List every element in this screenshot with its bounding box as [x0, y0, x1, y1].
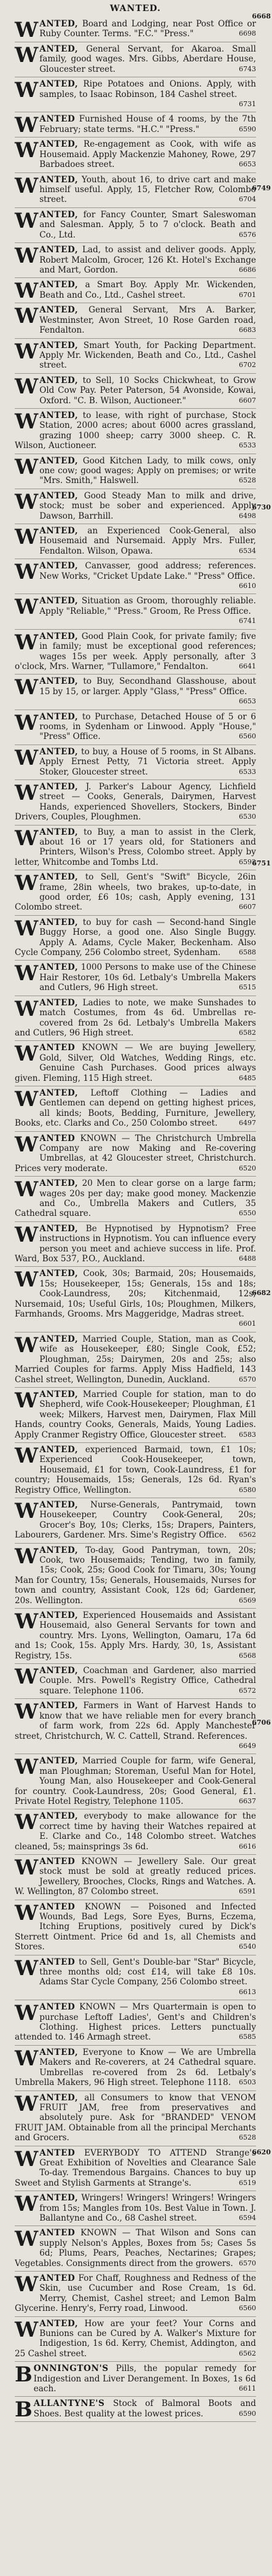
classified-ad [15, 1041, 256, 1086]
ad-lead-word: ANTED [39, 1043, 76, 1053]
drop-cap: W [15, 138, 39, 163]
ad-body-text: Ripe Potatoes and Onions. Apply, with samples, to Isaac Robinson, 184 Cashel street. [39, 79, 256, 99]
adjacent-column-number: 6620 [252, 2148, 271, 2156]
ad-reference-number: 6488 [239, 1255, 256, 1263]
classified-ad [15, 278, 256, 303]
drop-cap: W [15, 374, 39, 399]
classified-ad [15, 745, 256, 780]
ad-lead-word: ANTED, [39, 340, 79, 350]
ad-body-text: Experienced Housemaids and Assistant Housemaid, also General Servants for town and country. Mrs. Lyons, Wellington, Oamaru, 17a 6d and 1s; Cook, 15s. Apply Mrs. Hardy, 30, 1s, Assistant Registry, 15s. [15, 1611, 256, 1661]
ad-body-text: Situation as Groom, thoroughly reliable. Apply "Reliable," "Press." Groom, Re Press Office. [39, 596, 256, 616]
ad-reference-number: 6590 [239, 125, 256, 133]
ad-body-text: Re-engagement as Cook, with wife as Housemaid. Apply Mackenzie Mahoney, Rowe, 297 Barbadoes street. [39, 139, 256, 170]
ad-reference-number: 6540 [239, 1943, 256, 1951]
ad-lead-word: ANTED, [39, 2047, 79, 2057]
classified-ad [15, 2191, 256, 2226]
drop-cap: W [15, 710, 39, 735]
ad-reference-number: 6533 [239, 441, 256, 450]
adjacent-column-number: 6668 [252, 12, 271, 20]
drop-cap: W [15, 1267, 39, 1293]
classified-ad [15, 780, 256, 826]
ad-body-text: a Smart Boy. Apply Mr. Wickenden, Beath and Co., Ltd., Cashel street. [39, 280, 256, 300]
adjacent-column-number: 6749 [252, 184, 271, 192]
classified-ad [15, 2226, 256, 2272]
ad-lead-word: ANTED, [39, 1811, 79, 1822]
ad-body-text: KNOWN — Mrs Quartermain is open to purchase Leftoff Ladies', Gent's and Children's Clothing. Highest prices. Letters punctually attended to. 146 Armagh street. [15, 2002, 256, 2043]
ad-lead-word: ANTED, [39, 631, 79, 641]
classified-ad [15, 916, 256, 961]
drop-cap: W [15, 489, 39, 514]
classified-ad [15, 1699, 256, 1754]
drop-cap: W [15, 1332, 39, 1358]
classified-ad [15, 1177, 256, 1222]
ad-lead-word: ANTED, [39, 209, 79, 220]
ad-reference-number: 6560 [239, 732, 256, 741]
ad-body-text: Married Couple for station, man to do Shepherd, wife Cook-Housekeeper; Ploughman, £1 week; Milkers, Harvest men, Dairymen, Flax Mill Hands, country Cooks, Generals, Maids, Young Ladies. Apply Cranmer Registry Office, Gloucester street. [15, 1389, 256, 1440]
drop-cap: W [15, 279, 39, 304]
classified-ad [15, 137, 256, 172]
ad-lead-word: ANTED, [39, 827, 79, 837]
ad-lead-word: ANTED, [39, 917, 79, 927]
ad-lead-word: ANTED, [39, 1666, 79, 1676]
ad-body-text: to Buy, a man to assist in the Clerk, about 16 or 17 years old, for Stationers and Printers, Wilson's Press, Colombo street. Apply by letter, Whitcombe and Tombs Ltd. [15, 827, 256, 867]
ad-body-text: Youth, about 16, to drive cart and make himself useful. Apply, 15, Fletcher Row, Colombo street. [39, 174, 256, 205]
drop-cap: W [15, 1177, 39, 1202]
drop-cap: W [15, 1443, 39, 1468]
ad-body-text: to Purchase, Detached House of 5 or 6 rooms, in Sydenham or Linwood. Apply "House," "Press" Office. [39, 711, 256, 742]
classified-ad [15, 826, 256, 871]
drop-cap: W [15, 1810, 39, 1835]
ad-body-text: Board and Lodging, near Post Office or Ruby Counter. Terms. "F.C." "Press." [39, 19, 256, 39]
classified-ad [15, 2146, 256, 2192]
classified-ad [15, 374, 256, 409]
ad-lead-word: ANTED, [39, 1701, 79, 1711]
adjacent-column-strip [252, 0, 272, 2576]
drop-cap: W [15, 996, 39, 1021]
ad-lead-word: ANTED, [39, 1269, 79, 1279]
ad-body-text: Cook, 30s; Barmaid, 20s; Housemaids, 15s; Housekeeper, 15s; Generals, 15s and 18s; Cook-Laundress, 20s; Kitchenmaid, 12s; Nursemaid, 10s; Useful Girls, 10s; Ploughmen, Milkers, Farmhands, Grooms. Mrs Maggeridge, Madras street. [15, 1269, 256, 1320]
drop-cap: W [15, 675, 39, 700]
drop-cap: W [15, 2046, 39, 2071]
ad-reference-number: 6698 [239, 29, 256, 38]
drop-cap: W [15, 871, 39, 896]
classified-ads-column [15, 17, 256, 2422]
ad-lead-word: ANTED, [39, 2092, 79, 2103]
ad-body-text: Pills, the popular remedy for Indigestion and Liver Derangement. In Boxes, 1s 6d each. [33, 2364, 256, 2394]
ad-reference-number: 6686 [239, 265, 256, 274]
ad-reference-number: 6588 [239, 948, 256, 957]
classified-ad [15, 112, 256, 137]
ad-body-text: Wringers! Wringers! Wringers! Wringers from 15s; Mangles from 10s. Best Value in Town. J. Ballantyne and Co., 68 Cashel street. [39, 2193, 256, 2223]
ad-reference-number: 6519 [239, 2178, 256, 2187]
ad-reference-number: 6582 [239, 1028, 256, 1037]
ad-reference-number: 6576 [239, 230, 256, 239]
ad-reference-number: 6530 [239, 813, 256, 821]
ad-lead-word: ANTED [39, 1957, 76, 1967]
ad-reference-number: 6616 [239, 1842, 256, 1851]
drop-cap: W [15, 2146, 39, 2172]
drop-cap: W [15, 1755, 39, 1780]
classified-ad [15, 2000, 256, 2046]
ad-reference-number: 6591 [239, 1887, 256, 1896]
ad-reference-number: 6683 [239, 326, 256, 335]
ad-reference-number: 6503 [239, 2078, 256, 2087]
ad-body-text: Coachman and Gardener, also married Couple. Mrs. Powell's Registry Office, Cathedral square. Telephone 1106. [39, 1666, 256, 1696]
classified-ad [15, 2046, 256, 2091]
classified-ad [15, 243, 256, 278]
classified-ad [15, 208, 256, 243]
ad-lead-word: ANTED [39, 114, 76, 125]
ad-reference-number: 6743 [239, 64, 256, 73]
drop-cap: W [15, 1042, 39, 1067]
ad-lead-word: ANTED [39, 1856, 76, 1866]
ad-lead-word: ANTED, [39, 245, 79, 255]
ad-body-text: Everyone to Know — We are Umbrella Makers and Re-coverers, at 24 Cathedral square. Umbrellas re-covered from 2s 6d. Letbaly's Umbrella Makers, 96 High street. Telephone 1118. [15, 2047, 256, 2088]
drop-cap: W [15, 2091, 39, 2116]
drop-cap: W [15, 244, 39, 269]
classified-ad [15, 2272, 256, 2317]
ad-reference-number: 6562 [239, 2349, 256, 2357]
ad-body-text: to Sell, Gent's Double-bar "Star" Bicycle, three months old; cost £14, will take £8 10s. Adams Star Cycle Company, 256 Colombo street. [39, 1957, 256, 1987]
ad-reference-number: 6701 [239, 290, 256, 299]
ad-lead-word: ANTED, [39, 1611, 79, 1621]
drop-cap: W [15, 78, 39, 103]
classified-ad [15, 1222, 256, 1267]
ad-body-text: an Experienced Cook-General, also Housemaid and Nursemaid. Apply Mrs. Fuller, Fendalton. Wilson, Opawa. [39, 526, 256, 556]
ad-lead-word: ANTED, [39, 44, 79, 54]
drop-cap: W [15, 2192, 39, 2217]
drop-cap: W [15, 1498, 39, 1523]
ad-lead-word: ANTED, [39, 781, 79, 792]
ad-lead-word: ANTED, [39, 139, 79, 150]
ad-lead-word: ANTED, [39, 1499, 79, 1510]
classified-ad [15, 1498, 256, 1544]
classified-ad [15, 454, 256, 489]
ad-body-text: Ladies to note, we make Sunshades to match Costumes, from 4s 6d. Umbrellas re-covered from 2s 6d. Letbaly's Umbrella Makers and Cutlers, 96 High street. [15, 997, 256, 1038]
ad-lead-word: ANTED, [39, 711, 79, 722]
ad-lead-word: ANTED, [39, 561, 79, 571]
drop-cap: W [15, 1855, 39, 1880]
ad-reference-number: 6570 [239, 1375, 256, 1383]
classified-ad [15, 2091, 256, 2146]
classified-ad [15, 409, 256, 454]
ad-lead-word: ANTED, [39, 1223, 79, 1234]
ad-body-text: How are your feet? Your Corns and Bunions can be Cured by A. Walker's Mixture for Indigestion, 1s 6d. Kerry, Chemist, Addington, and 25 Cashel street. [15, 2318, 256, 2359]
drop-cap: W [15, 208, 39, 233]
drop-cap: W [15, 2272, 39, 2297]
ad-lead-word: ANTED, [39, 526, 79, 536]
ad-body-text: KNOWN — Jewellery Sale. Our great stock must be sold at greatly reduced prices. Jewellery, Brooches, Clocks, Rings and Watches. A. W. Wellington, 87 Colombo street. [15, 1856, 256, 1897]
ad-lead-word: ANTED [39, 1133, 76, 1143]
drop-cap: W [15, 1609, 39, 1634]
drop-cap: W [15, 916, 39, 941]
classified-ad [15, 17, 256, 42]
ad-reference-number: 6485 [239, 1073, 256, 1082]
drop-cap: W [15, 525, 39, 550]
classified-ad [15, 870, 256, 916]
ad-body-text: For Chaff, Roughness and Redness of the Skin, use Cucumber and Rose Cream, 1s 6d. Merry, Chemist, Cashel street; and Lemon Balm Glycerine. Henry's, Ferry road, Linwood. [15, 2273, 256, 2314]
ad-lead-word: ANTED [39, 2002, 76, 2013]
ad-reference-number: 6580 [239, 1485, 256, 1494]
ad-reference-number: 6590 [239, 2409, 256, 2418]
classified-ad [15, 1544, 256, 1609]
classified-ad [15, 339, 256, 374]
ad-body-text: Smart Youth, for Packing Department. Apply Mr. Wickenden, Beath and Co., Ltd., Cashel street. [39, 340, 256, 371]
drop-cap: W [15, 2317, 39, 2342]
drop-cap: W [15, 2001, 39, 2026]
ad-reference-number: 6607 [239, 396, 256, 404]
ad-body-text: Be Hypnotised by Hypnotism? Free instructions in Hypnotism. You can influence every person you meet and achieve success in life. Prof. Ward, Box 537, P.O., Auckland. [15, 1223, 256, 1264]
ad-body-text: KNOWN — Poisoned and Infected Wounds, Bad Legs, Sore Eyes, Burns, Eczema, Itching Eruptions, positively cured by Dick's Sterrett Ointment. Price 6d and 1s, all Chemists and Stores. [15, 1901, 256, 1952]
drop-cap: W [15, 339, 39, 364]
ad-reference-number: 6731 [239, 100, 256, 109]
drop-cap: W [15, 1955, 39, 1981]
ad-body-text: Stock of Balmoral Boots and Shoes. Best quality at the lowest prices. [33, 2399, 256, 2419]
ad-lead-word: ANTED, [39, 1545, 79, 1555]
classified-ad [15, 1086, 256, 1132]
adjacent-column-number: 6706 [252, 1719, 271, 1727]
drop-cap: W [15, 43, 39, 68]
ad-lead-word: ANTED, [39, 305, 79, 315]
classified-ad [15, 1609, 256, 1664]
ad-lead-word: ANTED [39, 1901, 76, 1912]
ad-reference-number: 6560 [239, 2304, 256, 2313]
drop-cap: W [15, 173, 39, 198]
drop-cap: W [15, 1388, 39, 1413]
ad-reference-number: 6498 [239, 511, 256, 520]
ad-lead-word: ANTED, [39, 375, 79, 385]
adjacent-column-number: 6730 [252, 503, 271, 511]
drop-cap: W [15, 560, 39, 585]
classified-ad [15, 77, 256, 112]
ad-reference-number: 6607 [239, 903, 256, 911]
ad-body-text: to Buy, Secondhand Glasshouse, about 15 by 15, or larger. Apply "Glass," "Press" Office. [39, 676, 256, 697]
ad-reference-number: 6611 [239, 2385, 256, 2393]
ad-reference-number: 6704 [239, 195, 256, 204]
classified-ad [15, 710, 256, 745]
classified-ad [15, 303, 256, 338]
ad-reference-number: 6533 [239, 767, 256, 776]
ad-reference-number: 6497 [239, 1119, 256, 1127]
classified-ad [15, 2362, 256, 2397]
ad-lead-word: ANTED, [39, 174, 79, 185]
ad-body-text: Good Plain Cook, for private family; five in family; must be exceptional good references; wages 15s per week. Apply personally, after 3 o'clock, Mrs. Warner, "Tullamore," Fendalton. [15, 631, 256, 671]
classified-ad [15, 630, 256, 675]
classified-ad [15, 1388, 256, 1443]
ad-lead-word: ANTED, [39, 19, 79, 29]
drop-cap: W [15, 1900, 39, 1925]
ad-reference-number: 6570 [239, 2259, 256, 2267]
ad-body-text: General Servant, for Akaroa. Small family, good wages. Mrs. Gibbs, Aberdare House, Gloucester street. [39, 44, 256, 74]
ad-body-text: Canvasser, good address; references. New Works, "Cricket Update Lake." "Press" Office. [39, 561, 256, 581]
classified-ad [15, 675, 256, 710]
drop-cap: W [15, 1132, 39, 1157]
classified-ad [15, 1900, 256, 1955]
ad-reference-number: 6702 [239, 361, 256, 369]
section-heading: WANTED. [109, 4, 161, 14]
ad-lead-word: ANTED [39, 2148, 76, 2158]
ad-lead-word: ANTED, [39, 1389, 79, 1399]
ad-body-text: everybody to make allowance for the correct time by having their Watches repaired at E. Clarke and Co., 148 Colombo street. Watches cleaned, 5s; mainsprings 3s 6d. [15, 1811, 256, 1852]
classified-ad [15, 2397, 256, 2422]
ad-reference-number: 6613 [239, 1987, 256, 1996]
ad-reference-number: 6601 [239, 1320, 256, 1328]
ad-reference-number: 6520 [239, 1164, 256, 1172]
ad-lead-word: ANTED, [39, 490, 79, 501]
classified-ad [15, 559, 256, 594]
drop-cap: W [15, 961, 39, 986]
ad-body-text: Married Couple, Station, man as Cook, wife as Housekeeper, £80; Single Cook, £52; Ploughman, 25s; Dairymen, 20s and 25s; also Married Couples for farms. Apply Miss Hadfield, 143 Cashel street, Wellington, Dunedin, Auckland. [15, 1334, 256, 1385]
ad-body-text: to Sell, Gent's "Swift" Bicycle, 26in frame, 28in wheels, two brakes, up-to-date, in good order, £6 10s; cash, Apply evening, 131 Colombo street. [15, 872, 256, 913]
ad-lead-word: ANTED, [39, 280, 79, 290]
ad-lead-word: ANTED, [39, 746, 79, 757]
drop-cap: B [15, 2397, 33, 2423]
classified-ad [15, 961, 256, 996]
ad-body-text: all Consumers to know that VENOM FRUIT JAM, free from preservatives and absolutely pure. Ask for "BRANDED" VENOM FRUIT JAM. Obtainable from all the principal Merchants and Grocers. [15, 2092, 256, 2143]
ad-lead-word: ANTED, [39, 1444, 79, 1455]
drop-cap: W [15, 595, 39, 620]
ad-lead-word: ALLANTYNE'S [33, 2399, 105, 2409]
classified-ad [15, 1443, 256, 1498]
ad-body-text: Good Steady Man to milk and drive, stock; must be sober and experienced. Apply Dawson, Barrhill. [39, 490, 256, 521]
ad-reference-number: 6528 [239, 476, 256, 485]
classified-ad [15, 1664, 256, 1699]
ad-lead-word: ANTED, [39, 455, 79, 466]
classified-ad [15, 1332, 256, 1388]
ad-reference-number: 6562 [239, 1531, 256, 1539]
ad-reference-number: 6550 [239, 1209, 256, 1218]
classified-ad [15, 524, 256, 559]
drop-cap: W [15, 1544, 39, 1569]
ad-reference-number: 6741 [239, 617, 256, 625]
ad-body-text: J. Parker's Labour Agency, Lichfield street — Cooks, Generals, Dairymen, Harvest Hands, experienced Shovellers, Stockers, Binder Drivers, Couples, Ploughmen. [15, 781, 256, 822]
classified-ad [15, 1754, 256, 1809]
drop-cap: W [15, 1665, 39, 1690]
ad-reference-number: 6653 [239, 697, 256, 706]
ad-reference-number: 6637 [239, 1797, 256, 1805]
ad-body-text: Good Kitchen Lady, to milk cows, only one cow; good wages; Apply on premises; or write "Mrs. Smith," Halswell. [39, 455, 256, 486]
ad-body-text: experienced Barmaid, town, £1 10s; Experienced Cook-Housekeeper, town, Housemaid, £1 for town, Cook-Laundress, £1 for country; Housemaids, 15s; Generals, 12s 6d. Ryan's Registry Office, Wellington. [15, 1444, 256, 1495]
drop-cap: W [15, 745, 39, 770]
drop-cap: W [15, 1700, 39, 1725]
ad-lead-word: ANTED, [39, 596, 79, 606]
ad-body-text: Nurse-Generals, Pantrymaid, town Housekeeper, Country Cook-General, 20s; Grocer's Boy, 10s; Clerks, 15s; Drapers, Painters, Labourers, Gardener. Mrs. Sime's Registry Office. [15, 1499, 256, 1541]
ad-lead-word: ANTED, [39, 872, 79, 883]
classified-ad [15, 42, 256, 77]
ad-lead-word: ANTED, [39, 1178, 79, 1189]
ad-reference-number: 6572 [239, 1686, 256, 1695]
ad-body-text: General Servant, Mrs A. Barker, Westminster, Avon Street, 10 Rose Garden road, Fendalton. [39, 305, 256, 336]
ad-reference-number: 6641 [239, 662, 256, 670]
ad-body-text: 20 Men to clear gorse on a large farm; wages 20s per day; make good money. Mackenzie and Co., Umbrella Makers and Cutlers, 35 Cathedral square. [15, 1178, 256, 1219]
drop-cap: W [15, 1222, 39, 1247]
adjacent-column-number: 6682 [252, 1289, 271, 1297]
ad-lead-word: ANTED [39, 2273, 76, 2283]
ad-body-text: Leftoff Clothing — Ladies and Gentlemen can depend on getting highest prices, all kinds; Boots, Bedding, Furniture, Jewellery, Books, etc. Clarks and Co., 250 Colombo street. [15, 1088, 256, 1129]
drop-cap: W [15, 780, 39, 805]
ad-lead-word: ANTED [39, 2228, 76, 2238]
ad-reference-number: 6534 [239, 546, 256, 555]
ad-lead-word: ANTED, [39, 1088, 79, 1098]
drop-cap: W [15, 826, 39, 851]
classified-ad [15, 173, 256, 208]
ad-body-text: Lad, to assist and deliver goods. Apply, Robert Malcolm, Grocer, 126 Kt. Hotel's Exchange and Mart, Gordon. [39, 245, 256, 275]
ad-lead-word: ANTED, [39, 997, 79, 1008]
ad-lead-word: ANTED, [39, 1334, 79, 1344]
ad-body-text: to Sell, 10 Socks Chickwheat, to Grow Old Cow Pay. Peter Paterson, 54 Avonside, Kowai, Oxford. "C. B. Wilson, Auctioneer." [39, 375, 256, 406]
ad-lead-word: ANTED, [39, 410, 79, 420]
ad-reference-number: 6569 [239, 1596, 256, 1604]
ad-body-text: to buy, a House of 5 rooms, in St Albans. Apply Ernest Petty, 71 Victoria street. Apply Stoker, Gloucester street. [39, 746, 256, 777]
drop-cap: W [15, 2227, 39, 2252]
ad-body-text: KNOWN — That Wilson and Sons can supply Nelson's Apples, Boxes from 5s; Cases 5s 6d; Plums, Pears, Peaches, Nectarines; Grapes; Vegetables. Consignments direct from the growers. [15, 2228, 256, 2269]
ad-body-text: to buy for cash — Second-hand Single Buggy Horse, a good one. Also Single Buggy. Apply A. Adams, Cycle Maker, Beckenham. Also Cycle Company, 256 Colombo street, Sydenham. [15, 917, 256, 958]
drop-cap: W [15, 454, 39, 479]
ad-body-text: 1000 Persons to make use of the Chinese Hair Restorer, 10s 6d. Letbaly's Umbrella Makers and Cutlers, 96 High street. [39, 962, 256, 993]
drop-cap: B [15, 2362, 33, 2388]
drop-cap: W [15, 18, 39, 42]
ad-body-text: KNOWN — We are buying Jewellery, Gold, Silver, Old Watches, Wedding Rings, etc. Genuine Cash Purchases. Good prices always given. Fleming, 115 High street. [15, 1043, 256, 1083]
ad-reference-number: 6649 [239, 1741, 256, 1750]
classified-ad [15, 996, 256, 1042]
ad-reference-number: 6528 [239, 2133, 256, 2142]
adjacent-column-number: 6751 [252, 859, 271, 867]
ad-body-text: to lease, with right of purchase, Stock Station, 2000 acres; about 6000 acres grassland, grazing 1000 sheep; carry 3000 sheep. C. R. Wilson, Auctioneer. [15, 410, 256, 451]
ad-body-text: KNOWN — The Christchurch Umbrella Company are now Making and Re-covering Umbrellas, at 42 Gloucester street, Christchurch. Prices very moderate. [15, 1133, 256, 1174]
drop-cap: W [15, 304, 39, 329]
ad-reference-number: 6568 [239, 1651, 256, 1660]
ad-reference-number: 6594 [239, 2213, 256, 2222]
ad-body-text: Married Couple for farm, wife General, man Ploughman; Storeman, Useful Man for Hotel, Young Man, also Housekeeper and Cook-General for country. Cook-Laundress, 20s; Good General, £1. Private Hotel Registry, Telephone 1105. [15, 1756, 256, 1806]
classified-ad [15, 1809, 256, 1855]
classified-ad [15, 594, 256, 629]
ad-body-text: EVERYBODY TO ATTEND Strange's Great Exhibition of Novelties and Clearance Sale To-day. Tremendous Bargains. Chances to buy up Sweet and Stylish Garments at Strange's. [15, 2148, 256, 2188]
ad-lead-word: ANTED, [39, 2318, 79, 2329]
ad-lead-word: ANTED, [39, 79, 79, 90]
drop-cap: W [15, 113, 39, 138]
classified-ad [15, 489, 256, 524]
drop-cap: W [15, 409, 39, 434]
ad-reference-number: 6585 [239, 2033, 256, 2041]
ad-body-text: Furnished House of 4 rooms, by the 7th February; state terms. "H.C." "Press." [39, 114, 256, 134]
ad-reference-number: 6583 [239, 1430, 256, 1439]
ad-lead-word: ANTED, [39, 1756, 79, 1766]
drop-cap: W [15, 630, 39, 655]
classified-ad [15, 1267, 256, 1332]
classified-ad [15, 2317, 256, 2362]
ad-body-text: To-day, Good Pantryman, town, 20s; Cook, two Housemaids; Tending, two in family, 15s; Cook, 25s; Good Cook for Timaru, 30s; Young Man for Country, 15s; Generals, Housemaids, Nurses for town and country, Assistant Cook, 12s 6d; Gardener, 20s. Wellington. [15, 1545, 256, 1606]
ad-lead-word: ANTED, [39, 676, 79, 687]
ad-reference-number: 6610 [239, 582, 256, 590]
ad-body-text: for Fancy Counter, Smart Saleswoman and Salesman. Apply, 5 to 7 o'clock. Beath and Co., Ltd. [39, 209, 256, 240]
ad-lead-word: ONNINGTON'S [33, 2364, 109, 2374]
drop-cap: W [15, 1086, 39, 1112]
classified-ad [15, 1132, 256, 1177]
ad-lead-word: ANTED, [39, 2193, 79, 2203]
classified-ad [15, 1955, 256, 2001]
ad-body-text: Farmers in Want of Harvest Hands to know that we have reliable men for every branch of farm work, from 22s 6d. Apply Manchester street, Christchurch, W. C. Cattell, Strand. References. [15, 1701, 256, 1741]
ad-reference-number: 6592 [239, 857, 256, 866]
ad-reference-number: 6653 [239, 160, 256, 169]
ad-reference-number: 6515 [239, 983, 256, 992]
ad-lead-word: ANTED, [39, 962, 79, 973]
classified-ad [15, 1855, 256, 1900]
